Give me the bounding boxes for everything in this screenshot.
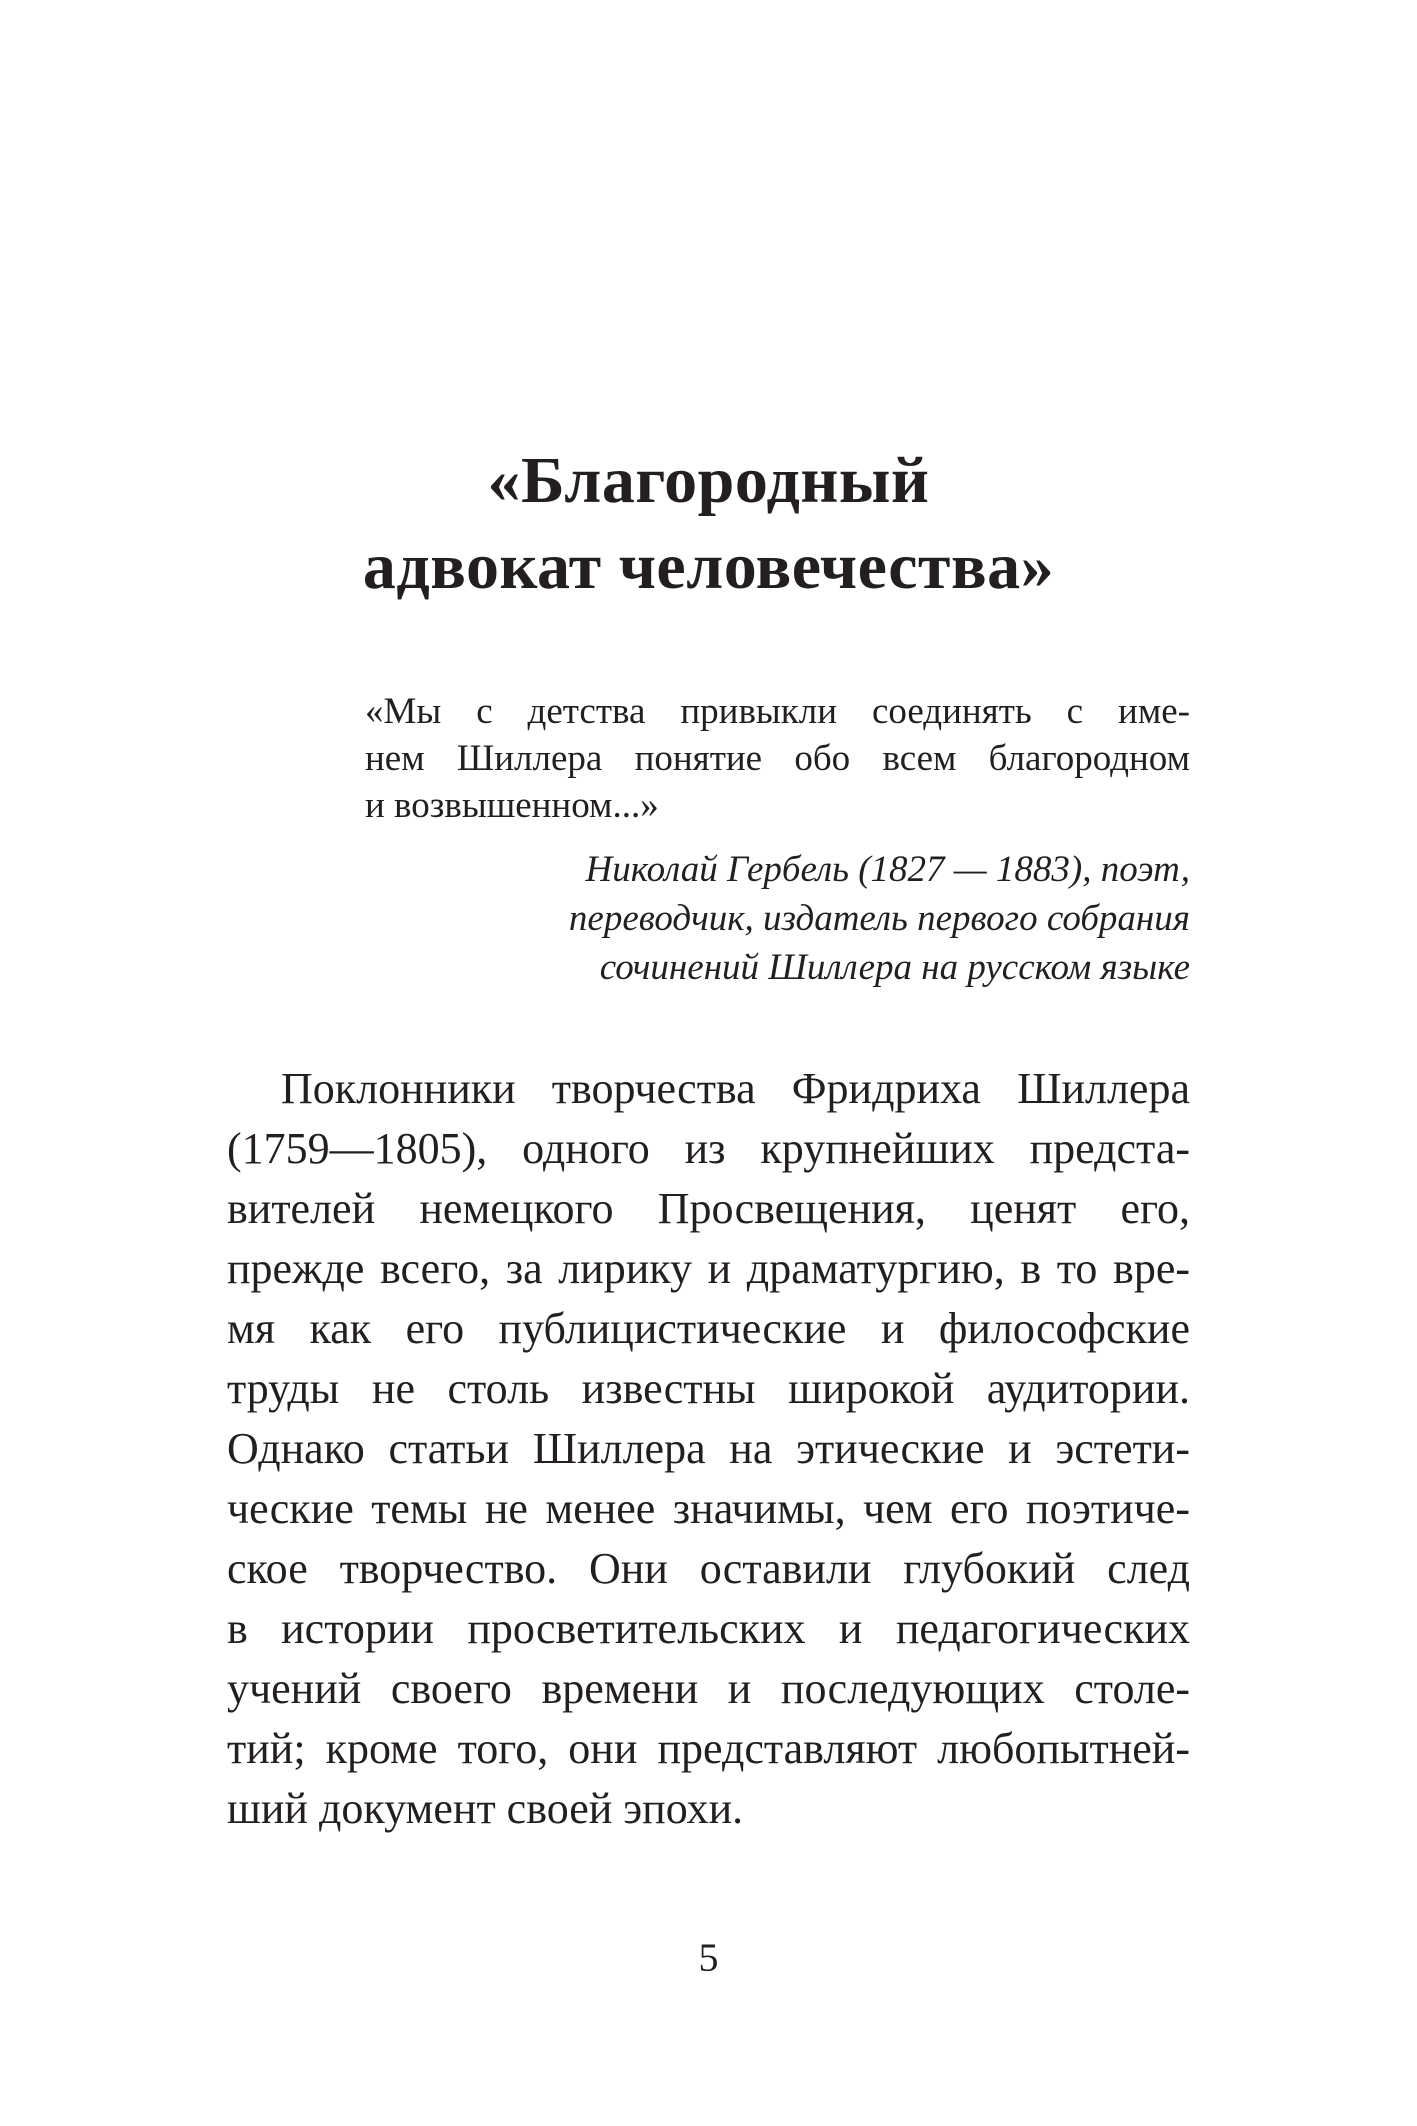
body-line: тий; кроме того, они представляют любопытней- <box>227 1724 1190 1773</box>
body-line: в истории просветительских и педагогических <box>227 1604 1190 1653</box>
body-line: мя как его публицистические и философские <box>227 1304 1190 1353</box>
chapter-title-line-2: адвокат человечества» <box>362 530 1055 603</box>
body-line: (1759—1805), одного из крупнейших предста- <box>227 1124 1190 1173</box>
chapter-title-line-1: «Благородный <box>487 444 930 517</box>
epigraph-quote-line: «Мы с детства привыкли соединять с име- <box>365 691 1190 732</box>
epigraph-attribution-line: сочинений Шиллера на русском языке <box>599 947 1190 988</box>
body-line: ческие темы не менее значимы, чем его поэтиче- <box>227 1484 1190 1533</box>
body-line: ское творчество. Они оставили глубокий след <box>227 1544 1190 1593</box>
body-line: учений своего времени и последующих столе- <box>227 1664 1190 1713</box>
epigraph-attribution-line: переводчик, издатель первого собрания <box>568 898 1190 939</box>
body-line: ший документ своей эпохи. <box>227 1784 744 1833</box>
epigraph-quote-line: и возвышенном...» <box>365 785 659 826</box>
body-line: прежде всего, за лирику и драматургию, в то вре- <box>227 1244 1190 1293</box>
body-line: труды не столь известны широкой аудитории. <box>227 1364 1190 1413</box>
page-number: 5 <box>698 1935 719 1980</box>
epigraph-quote-line: нем Шиллера понятие обо всем благородном <box>365 738 1190 779</box>
body-line: Поклонники творчества Фридриха Шиллера <box>281 1064 1190 1113</box>
body-line: вителей немецкого Просвещения, ценят его, <box>227 1184 1190 1233</box>
body-line: Однако статьи Шиллера на этические и эстети- <box>227 1424 1190 1473</box>
epigraph-attribution-line: Николай Гербель (1827 — 1883), поэт, <box>585 849 1190 890</box>
